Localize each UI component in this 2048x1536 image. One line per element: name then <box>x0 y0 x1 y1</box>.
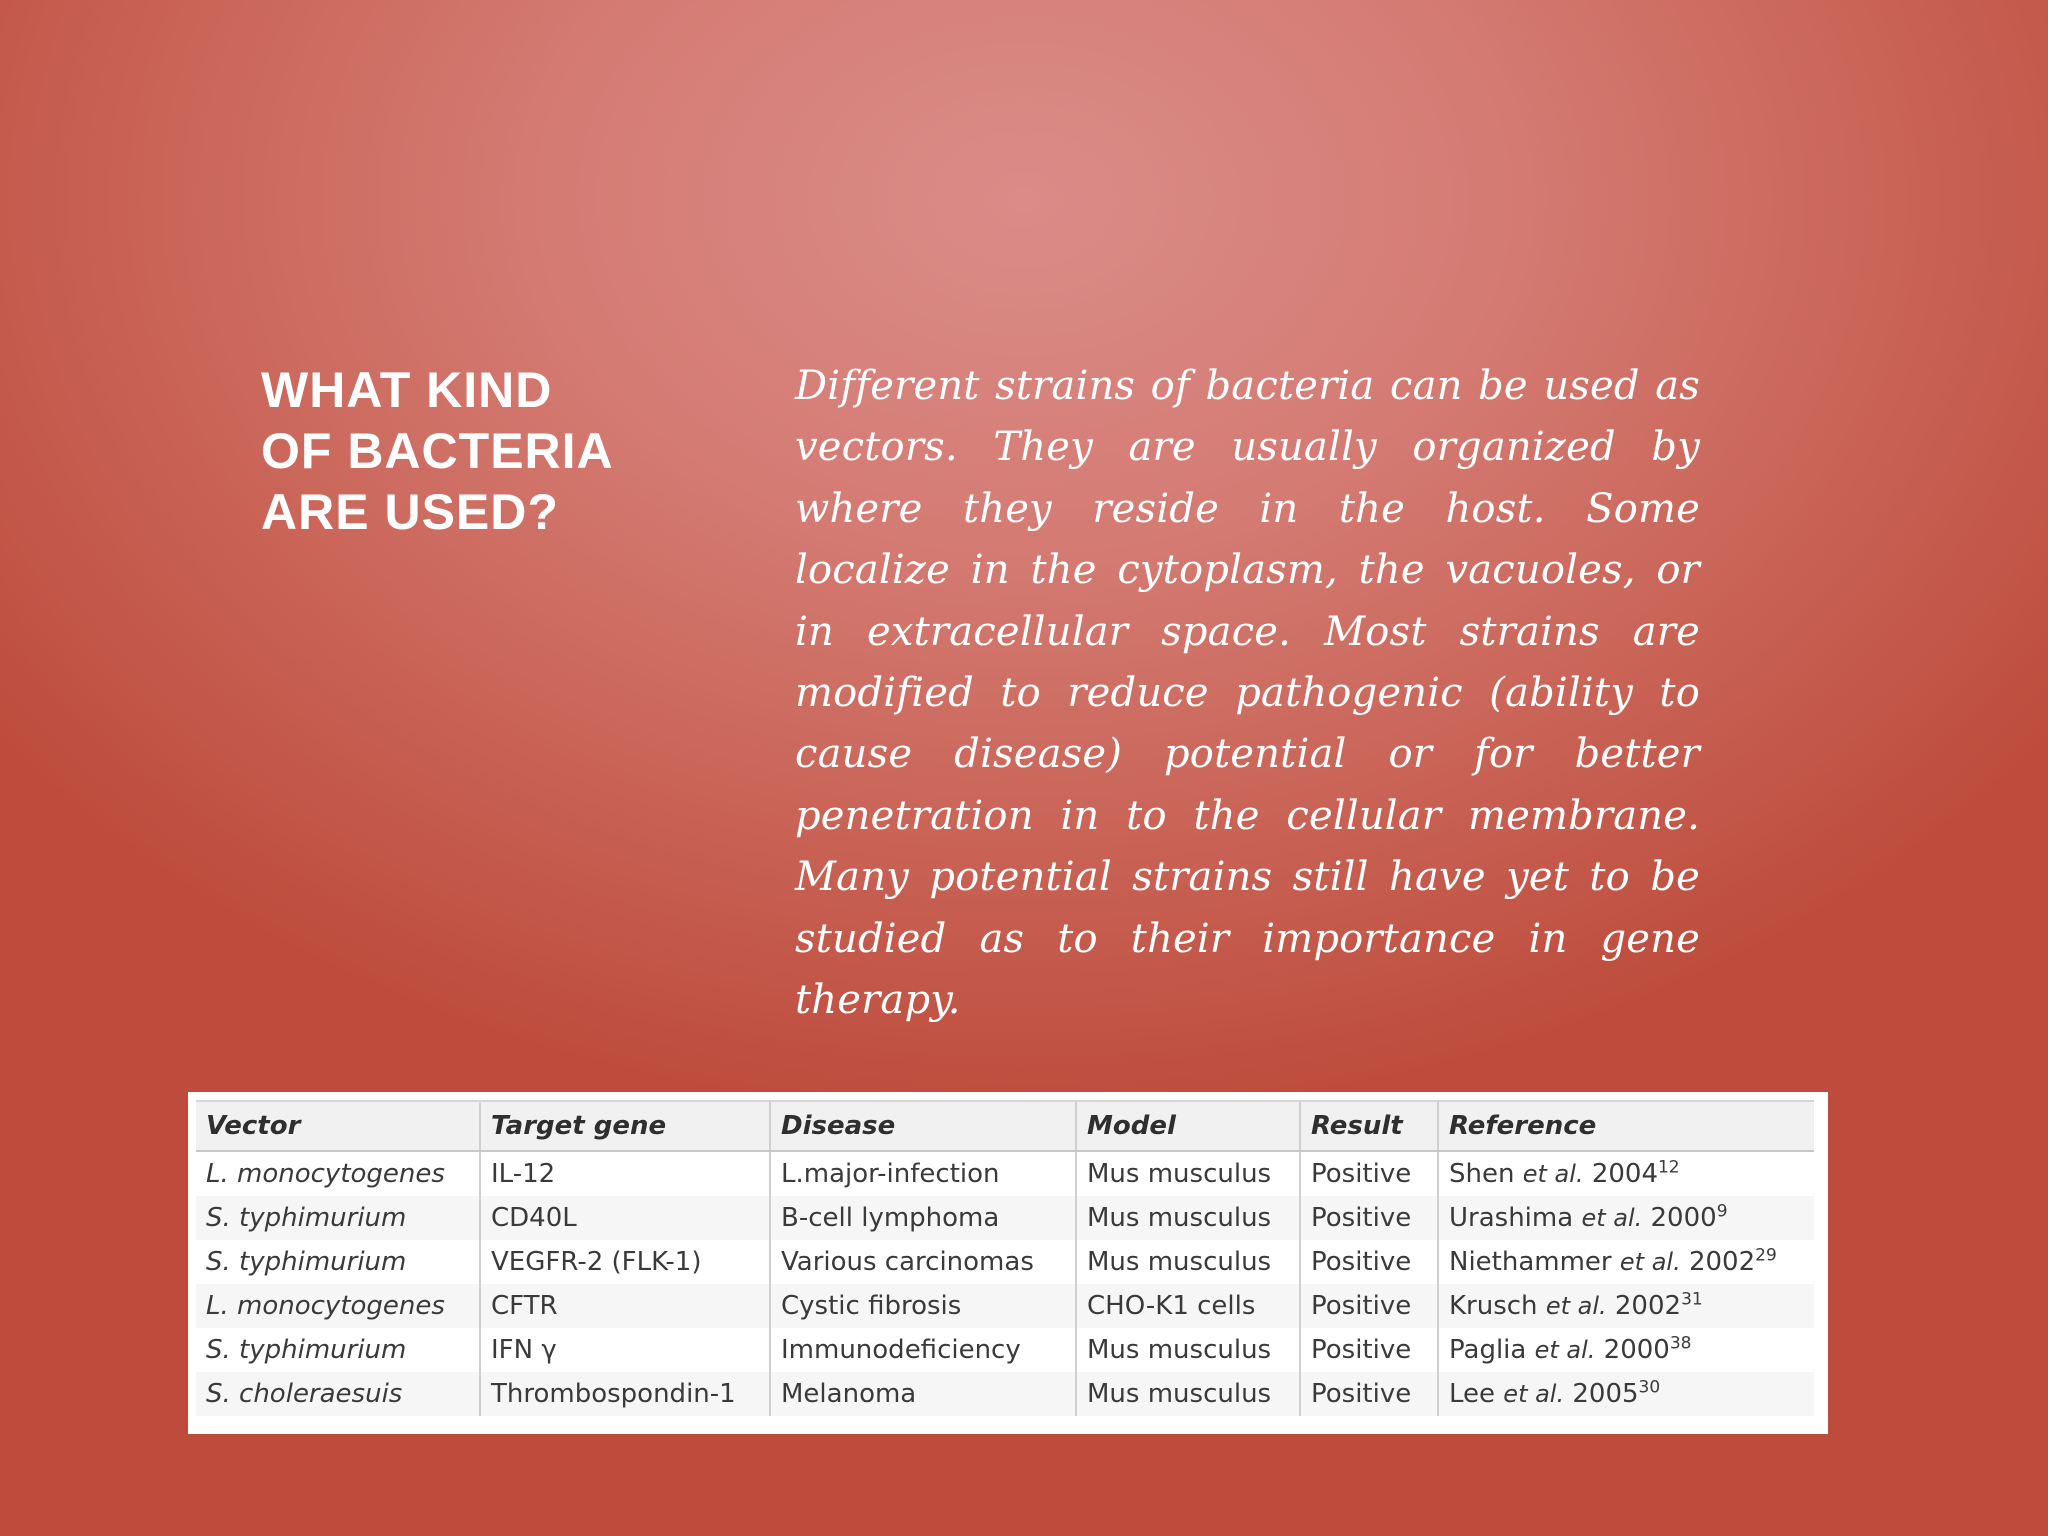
column-header-result: Result <box>1300 1101 1438 1151</box>
table-row <box>196 1196 1814 1240</box>
cell-result: Positive <box>1300 1196 1438 1240</box>
cell-reference <box>1438 1328 1814 1372</box>
cell-disease: Various carcinomas <box>770 1240 1076 1284</box>
cell-result: Positive <box>1300 1284 1438 1328</box>
reference-year: 2002 <box>1688 1247 1756 1277</box>
cell-result: Positive <box>1300 1240 1438 1284</box>
reference-etal: et al. <box>1522 1160 1584 1188</box>
heading-line: OF BACTERIA <box>261 423 614 479</box>
table-body <box>196 1151 1814 1416</box>
table-header-row <box>196 1101 1814 1151</box>
cell-model: Mus musculus <box>1076 1240 1300 1284</box>
cell-model: Mus musculus <box>1076 1151 1300 1196</box>
cell-reference <box>1438 1196 1814 1240</box>
cell-target-gene: Thrombospondin-1 <box>480 1372 770 1416</box>
reference-author: Krusch <box>1449 1291 1538 1321</box>
reference-year: 2000 <box>1603 1335 1670 1365</box>
cell-target-gene: CD40L <box>480 1196 770 1240</box>
cell-vector: L. monocytogenes <box>206 1159 445 1189</box>
cell-result: Positive <box>1300 1372 1438 1416</box>
cell-target-gene: VEGFR-2 (FLK-1) <box>480 1240 770 1284</box>
table-row <box>196 1284 1814 1328</box>
bacteria-vector-table <box>188 1092 1828 1434</box>
cell-reference <box>1438 1372 1814 1416</box>
column-header-reference: Reference <box>1438 1101 1814 1151</box>
cell-model: Mus musculus <box>1076 1196 1300 1240</box>
reference-etal: et al. <box>1619 1248 1681 1276</box>
reference-number: 9 <box>1716 1201 1728 1222</box>
cell-disease: Melanoma <box>770 1372 1076 1416</box>
column-header-target-gene: Target gene <box>480 1101 770 1151</box>
table-row <box>196 1151 1814 1196</box>
cell-disease: L.major-infection <box>770 1151 1076 1196</box>
cell-vector: S. typhimurium <box>206 1335 407 1365</box>
column-header-model: Model <box>1076 1101 1300 1151</box>
heading-line: WHAT KIND <box>261 362 553 418</box>
cell-result: Positive <box>1300 1151 1438 1196</box>
reference-number: 12 <box>1657 1157 1680 1178</box>
body-paragraph: Different strains of bacteria can be used as vectors. They are usually organized by where they reside in the host. Some localize in the cytoplasm, the vacuoles, or in extracellular space. Most strains are modified to reduce pathogenic (ability to cause disease) potential or for better penetration in to the cellular membrane. Many potential strains still have yet to be studied as to their importance in gene therapy. <box>795 363 1700 1024</box>
cell-vector: S. choleraesuis <box>196 1372 480 1416</box>
table-row <box>196 1372 1814 1416</box>
reference-etal: et al. <box>1545 1292 1607 1320</box>
reference-etal: et al. <box>1534 1336 1596 1364</box>
column-header-disease: Disease <box>770 1101 1076 1151</box>
reference-etal: et al. <box>1503 1380 1565 1408</box>
reference-year: 2000 <box>1650 1203 1717 1233</box>
cell-target-gene: IL-12 <box>480 1151 770 1196</box>
cell-model: Mus musculus <box>1076 1328 1300 1372</box>
reference-year: 2002 <box>1614 1291 1682 1321</box>
column-header-vector: Vector <box>196 1101 480 1151</box>
data-table <box>196 1100 1814 1416</box>
reference-number: 38 <box>1669 1333 1692 1354</box>
cell-vector: S. typhimurium <box>196 1196 480 1240</box>
reference-author: Paglia <box>1449 1335 1527 1365</box>
cell-reference <box>1438 1284 1814 1328</box>
reference-year: 2005 <box>1572 1379 1639 1409</box>
cell-reference <box>1438 1151 1814 1196</box>
cell-model: CHO-K1 cells <box>1076 1284 1300 1328</box>
cell-reference <box>1438 1240 1814 1284</box>
reference-author: Lee <box>1449 1379 1496 1409</box>
cell-model: Mus musculus <box>1076 1372 1300 1416</box>
cell-disease: B-cell lymphoma <box>770 1196 1076 1240</box>
cell-disease: Cystic fibrosis <box>770 1284 1076 1328</box>
cell-vector: S. typhimurium <box>206 1247 407 1277</box>
reference-author: Urashima <box>1449 1203 1574 1233</box>
reference-author: Shen <box>1449 1159 1515 1189</box>
reference-etal: et al. <box>1581 1204 1643 1232</box>
cell-target-gene: CFTR <box>480 1284 770 1328</box>
reference-year: 2004 <box>1591 1159 1658 1189</box>
table-row <box>196 1240 1814 1284</box>
reference-number: 29 <box>1755 1245 1777 1266</box>
cell-disease: Immunodeficiency <box>770 1328 1076 1372</box>
heading-line: ARE USED? <box>261 484 559 540</box>
cell-target-gene: IFN γ <box>480 1328 770 1372</box>
slide-heading <box>261 360 701 543</box>
reference-number: 30 <box>1638 1377 1661 1398</box>
reference-author: Niethammer <box>1449 1247 1612 1277</box>
cell-vector: L. monocytogenes <box>196 1284 480 1328</box>
reference-number: 31 <box>1681 1289 1703 1310</box>
cell-result: Positive <box>1300 1328 1438 1372</box>
table-row <box>196 1328 1814 1372</box>
